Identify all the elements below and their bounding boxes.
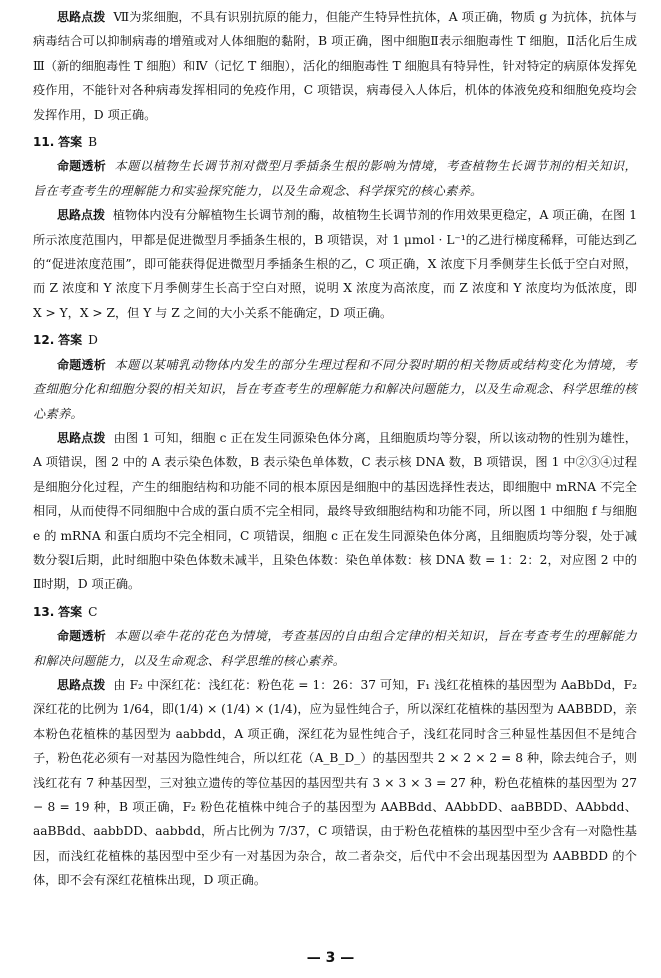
- question-12-solution: [33, 426, 637, 597]
- question-number: 11.: [33, 135, 55, 150]
- section-label: 思路点拨: [57, 208, 106, 223]
- answer-value: B: [88, 135, 98, 150]
- section-label: 命题透析: [57, 159, 107, 174]
- question-11-solution: [33, 203, 637, 325]
- section-text: 本题以植物生长调节剂对微型月季插条生根的影响为情境，考查植物生长调节剂的相关知识，旨在考查考生的理解能力和实验探究能力，以及生命观念、科学探究的核心素养。: [33, 159, 637, 198]
- answer-label: 答案: [58, 135, 83, 150]
- section-text: 由 F₂ 中深红花：浅红花：粉色花 = 1：26：37 可知，F₁ 浅红花植株的基因型为 AaBbDd，F₂ 深红花的比例为 1/64，即(1/4) × (1/4) × (1/4)，应为显性纯合子，所以深红花植株的基因型为 AABBDD，亲本粉色花植株的基因型为 aabbdd，A 项正确，深红花为显性纯合子，浅红花同时含三种显性基因但不是纯合子，粉色花必须有一对基因为隐性纯合，所以红花（A_B_D_）的基因型共 2 × 2 × 2 = 8 种，除去纯合子，则浅红花有 7 种基因型，三对独立遗传的等位基因的基因型共有 3 × 3 × 3 = 27 种，粉色花植株的基因型为 27 − 8 = 19 种，B 项正确，F₂ 粉色花植株中纯合子的基因型为 AABBdd、AAbbDD、aaBBDD、AAbbdd、aaBBdd、aabbDD、aabbdd，所占比例为 7/37，C 项错误，由于粉色花植株的基因型中至少含有一对隐性基因，而浅红花植株的基因型中至少有一对基因为杂合，故二者杂交，后代中不会出现基因型为 AABBDD 的个体，即不会有深红花植株出现，D 项正确。: [33, 677, 638, 888]
- question-11-analysis: [33, 154, 637, 203]
- answer-value: C: [88, 604, 98, 619]
- question-13-solution: [33, 673, 637, 893]
- question-number: 13.: [33, 604, 55, 619]
- question-13-header: [33, 600, 637, 624]
- intro-paragraph: [33, 5, 637, 127]
- section-label: 思路点拨: [57, 430, 106, 445]
- section-text: 本题以某哺乳动物体内发生的部分生理过程和不同分裂时期的相关物质或结构变化为情境，考查细胞分化和细胞分裂的相关知识，旨在考查考生的理解能力和解决问题能力，以及生命观念、科学思维的核心素养。: [33, 357, 637, 421]
- section-label: 命题透析: [57, 357, 107, 372]
- question-number: 12.: [33, 333, 55, 348]
- question-12-analysis: [33, 353, 637, 426]
- question-12-header: [33, 328, 637, 352]
- answer-label: 答案: [58, 333, 83, 348]
- intro-label: 思路点拨: [57, 10, 106, 24]
- question-11-header: [33, 130, 637, 154]
- section-text: 由图 1 可知，细胞 c 正在发生同源染色体分离，且细胞质均等分裂，所以该动物的性别为雄性，A 项错误，图 2 中的 A 表示染色体数，B 表示染色单体数，C 表示核 DNA 数，B 项错误，图 1 中②③④过程是细胞分化过程，产生的细胞结构和功能不同的根本原因是细胞中的基因选择性表达，即细胞中 mRNA 不完全相同，从而使得不同细胞中合成的蛋白质不完全相同，最终导致细胞结构和功能不同，所以图 1 中细胞 f 与细胞 e 的 mRNA 和蛋白质均不完全相同，C 项错误，细胞 c 正在发生同源染色体分离，且细胞质均等分裂，处于减数分裂Ⅰ后期，此时细胞中染色体数未减半，且染色体数：染色单体数：核 DNA 数 = 1：2：2，对应图 2 中的Ⅱ时期，D 项正确。: [33, 430, 637, 592]
- question-13-analysis: [33, 624, 637, 673]
- answer-label: 答案: [58, 604, 83, 619]
- answer-value: D: [88, 333, 98, 348]
- page-number: — 3 —: [306, 949, 355, 966]
- section-label: 思路点拨: [57, 677, 106, 692]
- section-text: 植物体内没有分解植物生长调节剂的酶，故植物生长调节剂的作用效果更稳定，A 项正确，在图 1 所示浓度范围内，甲都是促进微型月季插条生根的，B 项错误，对 1 μmol · L⁻¹的乙进行梯度稀释，可能达到乙的“促进浓度范围”，即可能获得促进微型月季插条生根的乙，C 项正确，X 浓度下月季侧芽生长低于空白对照，而 Z 浓度和 Y 浓度下月季侧芽生长高于空白对照，说明 X 浓度为高浓度，而 Z 浓度和 Y 浓度均为低浓度，即 X > Y，X > Z，但 Y 与 Z 之间的大小关系不能确定，D 项正确。: [33, 208, 637, 320]
- intro-text: Ⅶ为浆细胞，不具有识别抗原的能力，但能产生特异性抗体，A 项正确，物质 g 为抗体，抗体与病毒结合可以抑制病毒的增殖或对人体细胞的黏附，B 项正确，图中细胞Ⅱ表示细胞毒性 T 细胞，Ⅱ活化后生成Ⅲ（新的细胞毒性 T 细胞）和Ⅳ（记忆 T 细胞），活化的细胞毒性 T 细胞具有特异性，针对特定的病原体发挥免疫作用，不能针对各种病毒发挥相同的免疫作用，C 项错误，病毒侵入人体后，机体的体液免疫和细胞免疫均会发挥作用，D 项正确。: [33, 10, 638, 122]
- section-label: 命题透析: [57, 629, 107, 644]
- section-text: 本题以牵牛花的花色为情境，考查基因的自由组合定律的相关知识，旨在考查考生的理解能力和解决问题能力，以及生命观念、科学思维的核心素养。: [33, 629, 637, 668]
